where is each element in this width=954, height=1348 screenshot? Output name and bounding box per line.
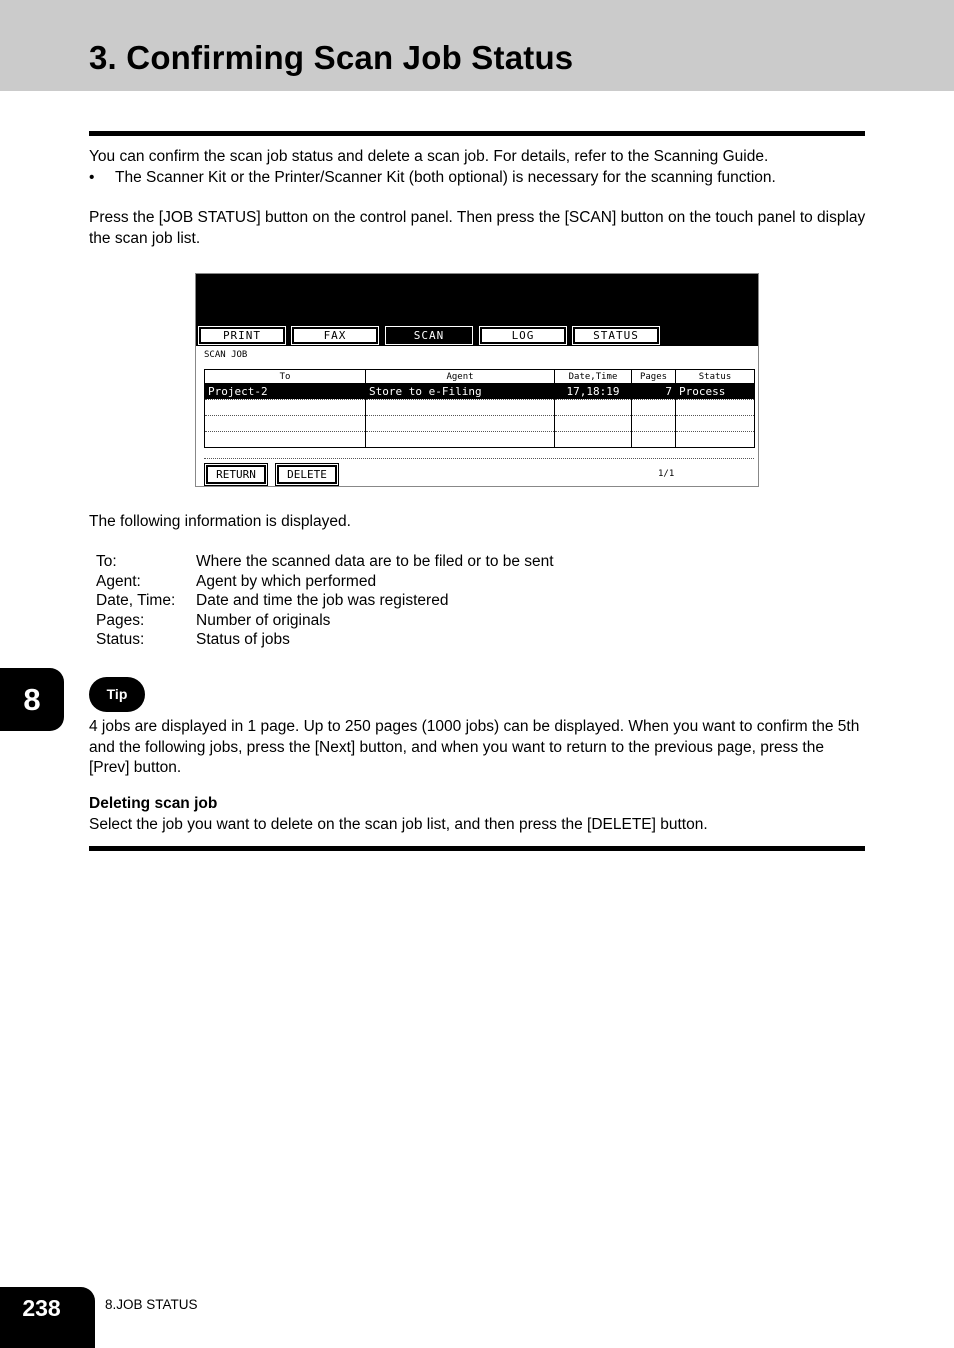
tab-fax[interactable]: FAX xyxy=(292,327,378,344)
definition-desc: Agent by which performed xyxy=(196,572,377,590)
chapter-tab: 8 xyxy=(0,668,64,731)
tip-badge: Tip xyxy=(89,677,145,712)
top-rule xyxy=(89,131,865,136)
definition-desc: Date and time the job was registered xyxy=(196,592,449,609)
column-header-pages: Pages xyxy=(632,370,676,384)
table-row[interactable] xyxy=(205,416,755,432)
definition-term: Date, Time: xyxy=(96,592,176,609)
tab-scan[interactable]: SCAN xyxy=(386,327,472,344)
cell-to: Project-2 xyxy=(205,384,366,400)
definition-term: Pages: xyxy=(96,611,145,629)
definition-list xyxy=(96,552,554,650)
column-header-status: Status xyxy=(676,370,755,384)
definition-desc: Where the scanned data are to be filed or to be sent xyxy=(196,553,554,570)
page-indicator: 1/1 xyxy=(658,469,675,479)
bullet-mark: • xyxy=(89,169,95,186)
cell-pages: 7 xyxy=(632,384,676,400)
tab-log[interactable]: LOG xyxy=(480,327,566,344)
table-row[interactable] xyxy=(205,384,755,400)
definition-desc: Number of originals xyxy=(196,611,331,629)
footer-section: 8.JOB STATUS xyxy=(105,1297,198,1312)
table-row[interactable] xyxy=(205,400,755,416)
intro-text: You can confirm the scan job status and delete a scan job. For details, refer to the Scanning Guide. xyxy=(89,148,769,165)
return-button[interactable]: RETURN xyxy=(206,465,266,484)
definition-row xyxy=(96,572,554,592)
page-title: 3. Confirming Scan Job Status xyxy=(89,39,574,76)
tab-status[interactable]: STATUS xyxy=(573,327,659,344)
column-header-agent: Agent xyxy=(366,370,555,384)
subhead-deleting: Deleting scan job xyxy=(89,795,218,812)
definition-term: Status: xyxy=(96,631,145,648)
definition-row xyxy=(96,591,554,611)
bottom-rule xyxy=(89,846,865,851)
definition-row xyxy=(96,611,554,631)
instruction-text: Press the [JOB STATUS] button on the control panel. Then press the [SCAN] button on the touch panel to display the scan job list. xyxy=(89,209,866,247)
scan-job-table xyxy=(204,369,755,448)
page-number: 238 xyxy=(0,1287,95,1348)
divider xyxy=(204,458,754,459)
definition-row xyxy=(96,552,554,572)
scan-job-label: SCAN JOB xyxy=(204,350,248,360)
definition-term: To: xyxy=(96,553,117,570)
table-row[interactable] xyxy=(205,432,755,448)
definition-row xyxy=(96,630,554,650)
delete-instruction: Select the job you want to delete on the scan job list, and then press the [DELETE] button. xyxy=(89,816,708,833)
tip-text: 4 jobs are displayed in 1 page. Up to 250 pages (1000 jobs) can be displayed. When you want to confirm the 5th and the following jobs, press the [Next] button, and when you want to return to the previous page, press the [Prev] button. xyxy=(89,718,860,776)
column-header-to: To xyxy=(205,370,366,384)
column-header-datetime: Date,Time xyxy=(555,370,632,384)
cell-agent: Store to e-Filing xyxy=(366,384,555,400)
delete-button[interactable]: DELETE xyxy=(277,465,337,484)
intro-bullet: The Scanner Kit or the Printer/Scanner Kit (both optional) is necessary for the scanning function. xyxy=(115,169,776,186)
definition-term: Agent: xyxy=(96,572,141,590)
table-header-row xyxy=(205,370,755,384)
touch-panel xyxy=(195,273,759,487)
cell-status: Process xyxy=(676,384,755,400)
info-lead: The following information is displayed. xyxy=(89,513,351,530)
tab-print[interactable]: PRINT xyxy=(199,327,285,344)
definition-desc: Status of jobs xyxy=(196,631,290,648)
cell-datetime: 17,18:19 xyxy=(555,384,632,400)
